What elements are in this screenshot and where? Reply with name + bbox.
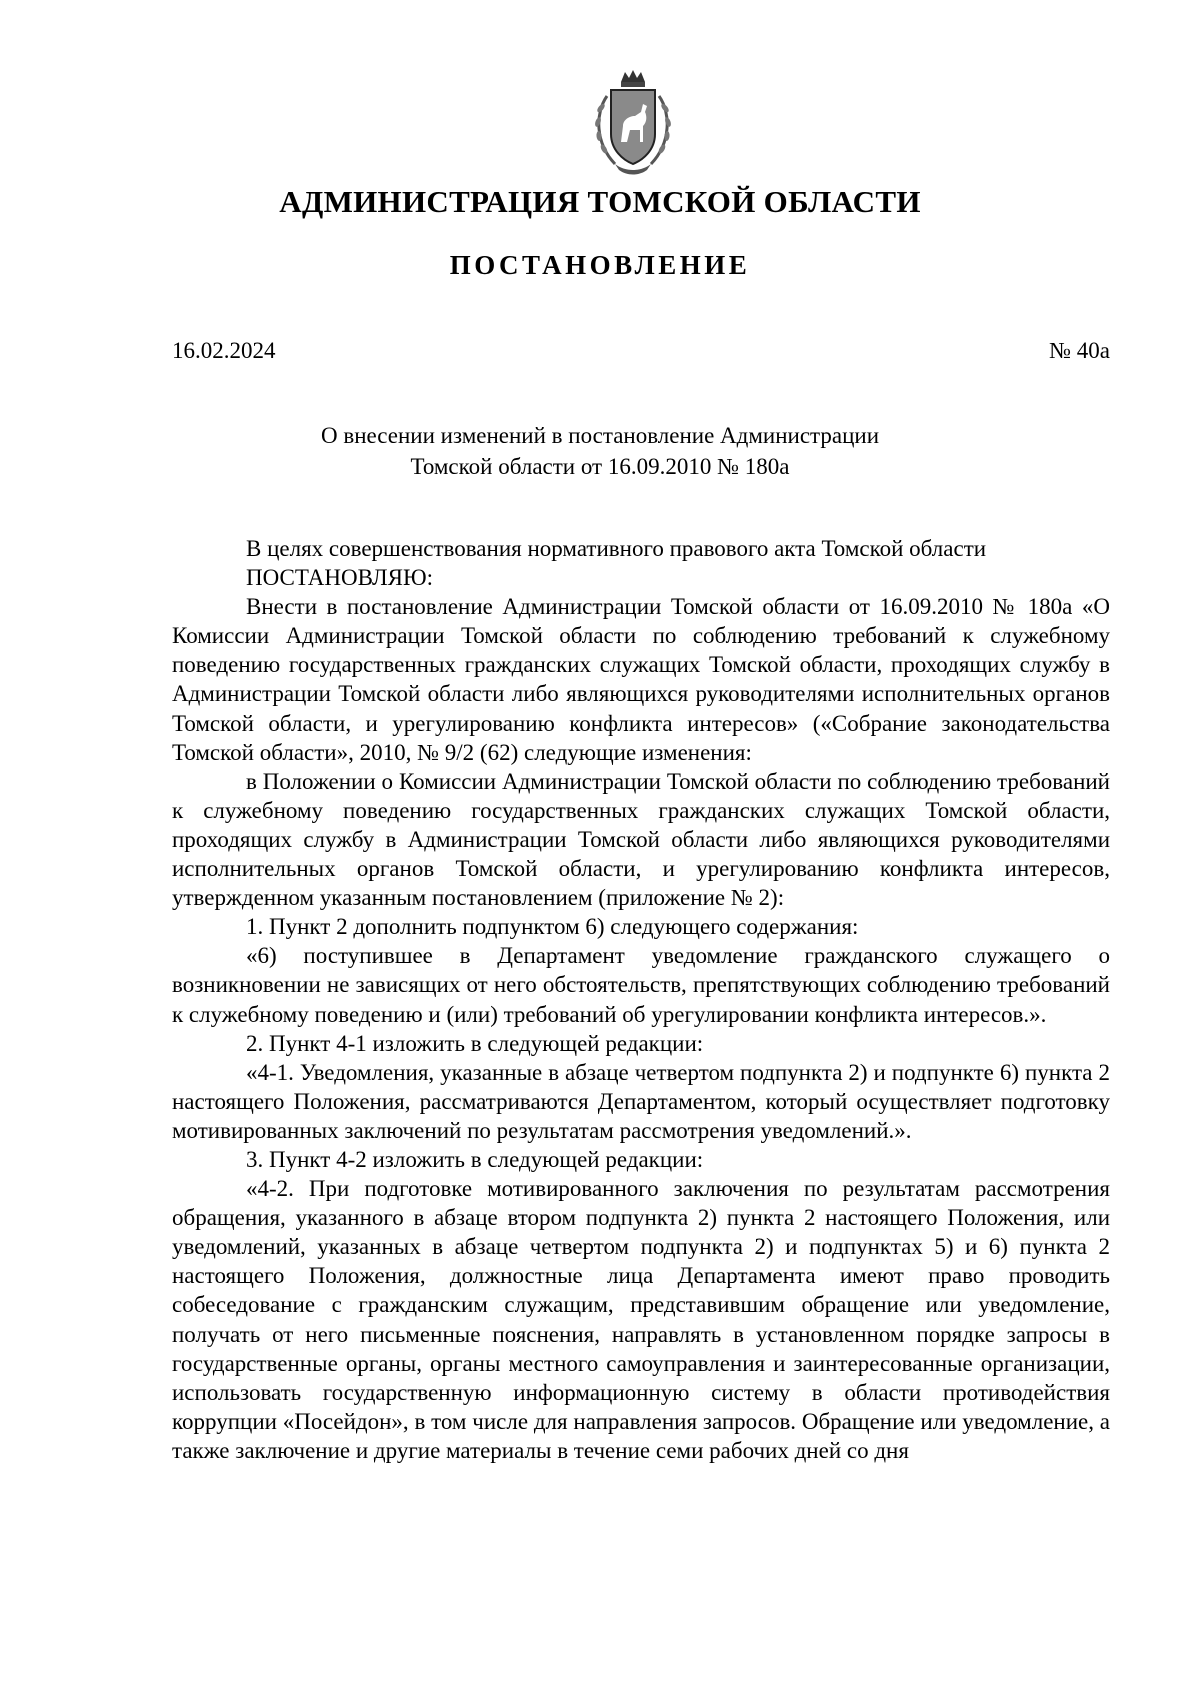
- document-subject: [0, 420, 1200, 482]
- body-paragraph: в Положении о Комиссии Администрации Томской области по соблюдению требований к служебному поведению государственных гражданских служащих Томской области, проходящих службу в Администрации Томской области либо являющихся руководителями исполнительных органов Томской области, и урегулированию конфликта интересов, утвержденном указанным постановлением (приложение № 2):: [172, 768, 1110, 911]
- document-body: [172, 534, 1110, 1465]
- document-date: 16.02.2024: [172, 338, 276, 363]
- tomsk-coat-of-arms-icon: [585, 68, 681, 178]
- body-paragraph: «4-1. Уведомления, указанные в абзаце четвертом подпункта 2) и подпункте 6) пункта 2 настоящего Положения, рассматриваются Департаментом, который осуществляет подготовку мотивированных заключений по результатам рассмотрения уведомлений.».: [172, 1059, 1110, 1143]
- subject-line: О внесении изменений в постановление Администрации: [320, 423, 880, 448]
- body-paragraph: ПОСТАНОВЛЯЮ:: [246, 565, 434, 591]
- body-paragraph: Внести в постановление Администрации Томской области от 16.09.2010 № 180а «О Комиссии Администрации Томской области по соблюдению требований к служебному поведению государственных гражданских служащих Томской области, проходящих службу в Администрации Томской области либо являющихся руководителями исполнительных органов Томской области, и урегулированию конфликта интересов» («Собрание законодательства Томской области», 2010, № 9/2 (62) следующие изменения:: [172, 594, 1110, 765]
- body-paragraph: «4-2. При подготовке мотивированного заключения по результатам рассмотрения обращения, указанного в абзаце втором подпункта 2) пункта 2 настоящего Положения, или уведомлений, указанных в абзаце четвертом подпункта 2) и подпунктах 5) и 6) пункта 2 настоящего Положения, должностные лица Департамента имеют право проводить собеседование с гражданским служащим, представившим обращение или уведомление, получать от него письменные пояснения, направлять в установленном порядке запросы в государственные органы, органы местного самоуправления и заинтересованные организации, использовать государственную информационную систему в области противодействия коррупции «Посейдон», в том числе для направления запросов. Обращение или уведомление, а также заключение и другие материалы в течение семи рабочих дней со дня: [172, 1176, 1110, 1463]
- body-paragraph: В целях совершенствования нормативного правового акта Томской области: [246, 536, 987, 561]
- body-paragraph: 1. Пункт 2 дополнить подпунктом 6) следующего содержания:: [246, 914, 859, 940]
- document-type-heading: ПОСТАНОВЛЕНИЕ: [449, 250, 751, 280]
- document-number: № 40а: [1049, 338, 1110, 363]
- body-paragraph: 2. Пункт 4-1 изложить в следующей редакции:: [246, 1030, 704, 1056]
- subject-line: Томской области от 16.09.2010 № 180а: [410, 454, 790, 479]
- body-paragraph: 3. Пункт 4-2 изложить в следующей редакции:: [246, 1146, 704, 1172]
- body-paragraph: «6) поступившее в Департамент уведомление гражданского служащего о возникновении не зависящих от него обстоятельств, препятствующих соблюдению требований к служебному поведению и (или) требований об урегулировании конфликта интересов.».: [172, 943, 1110, 1027]
- organization-title: АДМИНИСТРАЦИЯ ТОМСКОЙ ОБЛАСТИ: [279, 184, 921, 219]
